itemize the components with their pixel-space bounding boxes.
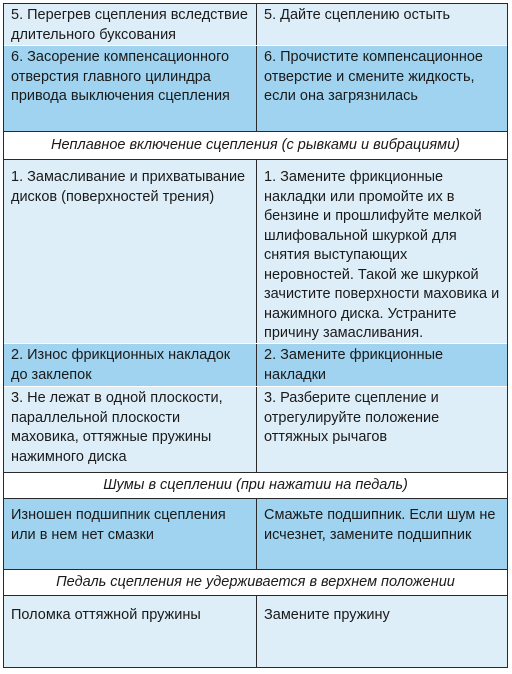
- section-header: [4, 473, 507, 498]
- table-row: [4, 344, 507, 386]
- section-header: [4, 132, 507, 159]
- fix-cell: 2. Замените фрикционные накладки: [256, 344, 507, 386]
- cause-cell: 3. Не лежат в одной плоскости, параллельной плоскости маховика, оттяжные пружины нажимного диска: [11, 390, 223, 465]
- cause-cell: 6. Засорение компенсационного отверстия главного цилиндра привода выключения сцепления: [11, 49, 230, 104]
- fix-cell: Смажьте подшипник. Если шум не исчезнет, замените подшипник: [256, 499, 507, 569]
- troubleshooting-table: [3, 3, 508, 668]
- cause-cell: Поломка оттяжной пружины: [11, 607, 201, 623]
- fix-cell: 5. Дайте сцеплению остыть: [256, 4, 507, 45]
- fix-cell: Замените пружину: [256, 596, 507, 667]
- section-title: Педаль сцепления не удерживается в верхнем положении: [56, 573, 455, 590]
- cause-cell: 1. Замасливание и прихватывание дисков (поверхностей трения): [11, 169, 246, 205]
- cause-cell: 2. Износ фрикционных накладок до заклепок: [11, 347, 231, 383]
- fix-cell: 3. Разберите сцепление и отрегулируйте положение оттяжных рычагов: [256, 387, 507, 472]
- section-title: Неплавное включение сцепления (с рывками и вибрациями): [51, 136, 460, 153]
- cause-cell: Изношен подшипник сцепления или в нем нет смазки: [11, 507, 226, 543]
- table-row: [4, 46, 507, 131]
- table-row: [4, 160, 507, 343]
- table-row: [4, 387, 507, 472]
- section-header: [4, 570, 507, 595]
- fix-cell: 6. Прочистите компенсационное отверстие и смените жидкость, если она загрязнилась: [256, 46, 507, 131]
- table-row: [4, 4, 507, 45]
- table-row: [4, 596, 507, 667]
- table-row: [4, 499, 507, 569]
- cause-cell: 5. Перегрев сцепления вследствие длительного буксования: [11, 7, 248, 43]
- section-title: Шумы в сцеплении (при нажатии на педаль): [103, 476, 408, 493]
- fix-cell: 1. Замените фрикционные накладки или промойте их в бензине и прошлифуйте мелкой шлифовальной шкуркой для снятия выступающих неровностей. Такой же шкуркой зачистите поверхности маховика и нажимного диска. Устраните причину замасливания.: [256, 160, 507, 343]
